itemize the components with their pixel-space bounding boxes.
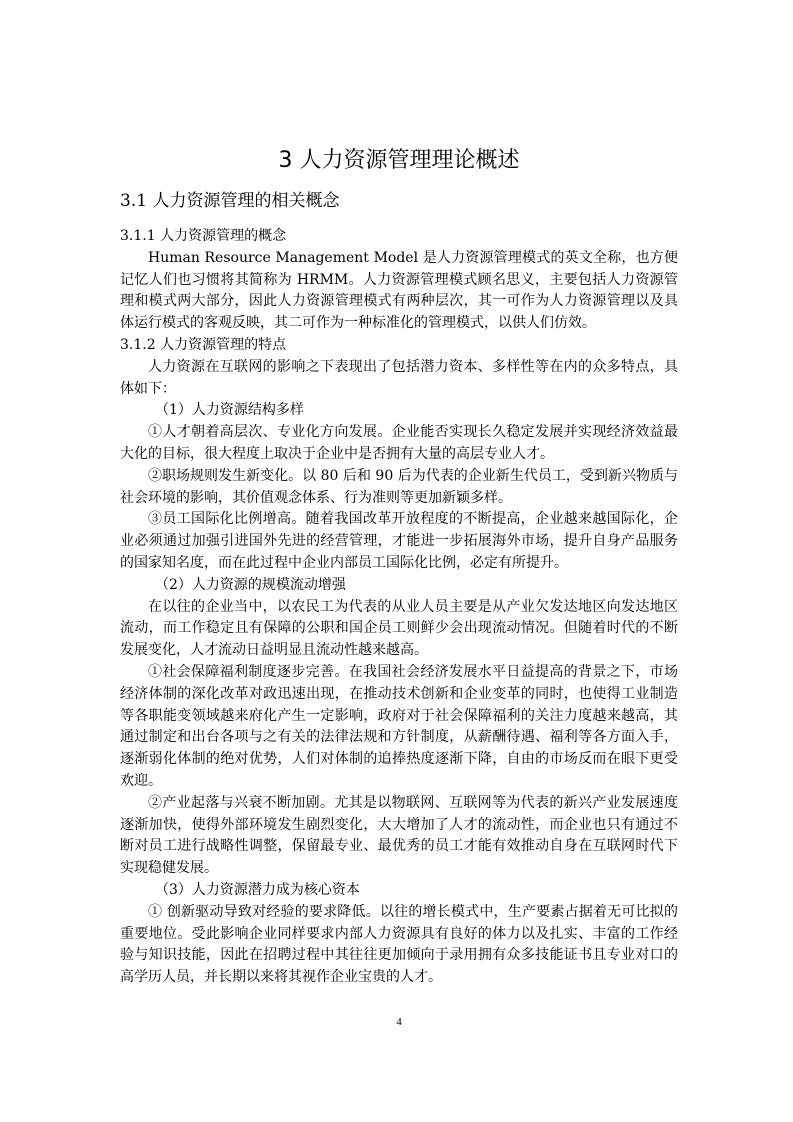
paragraph-mobility-item-2: ②产业起落与兴衰不断加剧。尤其是以物联网、互联网等为代表的新兴产业发展速度逐渐加快，使得外部环境发生剧烈变化，大大增加了人才的流动性，而企业也只有通过不断对员工进行战略性调整，保留最专业、最优秀的员工才能有效推动自身在互联网时代下实现稳健发展。 bbox=[120, 794, 678, 877]
paragraph-structure-item-1: ①人才朝着高层次、专业化方向发展。企业能否实现长久稳定发展并实现经济效益最大化的目标，很大程度上取决于企业中是否拥有大量的高层专业人才。 bbox=[120, 424, 678, 462]
subsection-title-concept: 3.1.1 人力资源管理的概念 bbox=[120, 228, 287, 244]
point-title-mobility: （2）人力资源的规模流动增强 bbox=[155, 576, 346, 593]
point-title-potential: （3）人力资源潜力成为核心资本 bbox=[155, 881, 360, 898]
point-title-structure: （1）人力资源结构多样 bbox=[155, 402, 304, 419]
paragraph-mobility-intro: 在以往的企业当中，以农民工为代表的从业人员主要是从产业欠发达地区向发达地区流动，而工作稳定且有保障的公职和国企员工则鲜少会出现流动情况。但随着时代的不断发展变化，人才流动日益明显且流动性越来越高。 bbox=[120, 598, 678, 659]
paragraph-structure-item-3: ③员工国际化比例增高。随着我国改革开放程度的不断提高，企业越来越国际化，企业必须通过加强引进国外先进的经营管理，才能进一步拓展海外市场，提升自身产品服务的国家知名度，而在此过程中企业内部员工国际化比例，必定有所提升。 bbox=[120, 511, 678, 571]
paragraph-structure-item-2: ②职场规则发生新变化。以 80 后和 90 后为代表的企业新生代员工，受到新兴物质与社会环境的影响，其价值观念体系、行为准则等更加新颖多样。 bbox=[120, 467, 678, 506]
chapter-title: 3 人力资源管理理论概述 bbox=[278, 148, 520, 173]
document-page bbox=[120, 0, 678, 1122]
paragraph-potential-item-1: ① 创新驱动导致对经验的要求降低。以往的增长模式中，生产要素占据着无可比拟的重要地位。受此影响企业同样要求内部人力资源具有良好的体力以及扎实、丰富的工作经验与知识技能，因此在招聘过程中其往往更加倾向于录用拥有众多技能证书且专业对口的高学历人员，并长期以来将其视作企业宝贵的人才。 bbox=[120, 903, 678, 986]
paragraph-mobility-item-1: ①社会保障福利制度逐步完善。在我国社会经济发展水平日益提高的背景之下，市场经济体制的深化改革对政迅速出现，在推动技术创新和企业变革的同时，也使得工业制造等各职能变领域越来府化产生一定影响，政府对于社会保障福利的关注力度越来越高，其通过制定和出台各项与之有关的法律法规和方针制度，从薪酬待遇、福利等各方面入手，逐渐弱化体制的绝对优势，人们对体制的追捧热度逐渐下降，自由的市场反而在眼下更受欢迎。 bbox=[120, 663, 678, 789]
subsection-title-features: 3.1.2 人力资源管理的特点 bbox=[120, 336, 287, 353]
page-number: 4 bbox=[396, 1016, 402, 1028]
paragraph-concept: Human Resource Management Model 是人力资源管理模式的英文全称，也方便记忆人们也习惯将其简称为 HRMM。人力资源管理模式顾名思义，主要包括人力资源管理和模式两大部分，因此人力资源管理模式有两种层次，其一可作为人力资源管理以及具体运行模式的客观反映，其二可作为一种标准化的管理模式，以供人们仿效。 bbox=[120, 249, 678, 332]
section-title: 3.1 人力资源管理的相关概念 bbox=[120, 191, 340, 211]
document-body bbox=[120, 226, 678, 989]
paragraph-features-intro: 人力资源在互联网的影响之下表现出了包括潜力资本、多样性等在内的众多特点，具体如下： bbox=[120, 358, 678, 397]
